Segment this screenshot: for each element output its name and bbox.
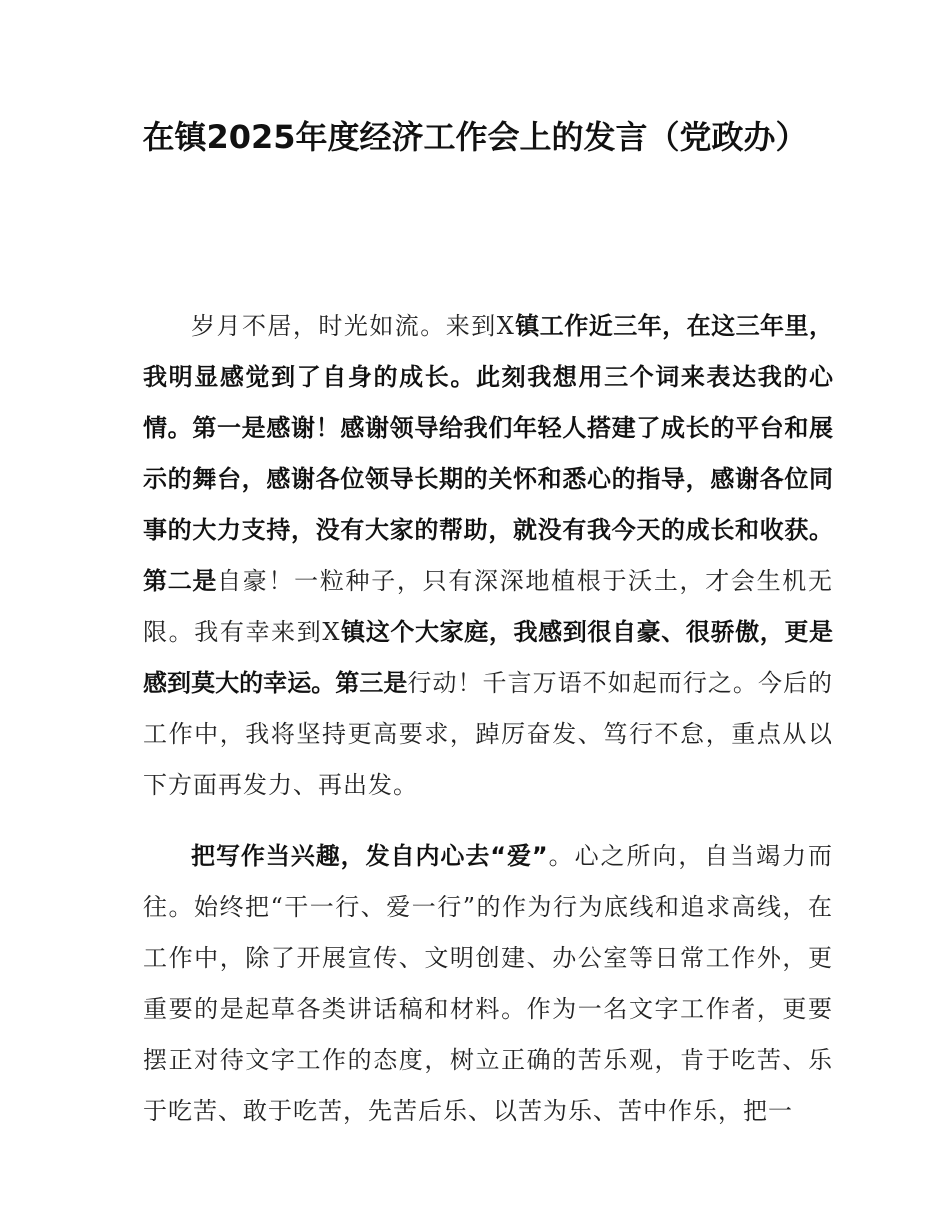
paragraph-1-segment: 镇这个大家庭，我感到很自豪、很骄傲，更是感到莫大的幸运。第三是 [143, 618, 833, 697]
paragraph-1-segment: 镇工作近三年，在这三年里，我明显感觉到了自身的成长。此刻我想用三个词来表达我的心情。第一是感谢！感谢领导给我们年轻人搭建了成长的平台和展示的舞台，感谢各位领导长期的关怀和悉心的指导，感谢各位同事的大力支持，没有大家的帮助，就没有我今天的成长和收获。第二是 [143, 312, 834, 595]
body-paragraph-1 [143, 301, 833, 811]
paragraph-1-segment: 岁月不居，时光如流。来到X [191, 312, 515, 340]
paragraph-2-heading: 把写作当兴趣，发自内心去“爱” [191, 842, 548, 870]
paragraph-1-segment: 自豪！一粒种子，只有深深地植根于沃土，才会生机无限。我有幸来到X [143, 567, 833, 646]
paragraph-2-segment: 。心之所向，自当竭力而往。始终把“干一行、爱一行”的作为行为底线和追求高线，在工作中，除了开展宣传、文明创建、办公室等日常工作外，更重要的是起草各类讲话稿和材料。作为一名文字工作者，更要摆正对待文字工作的态度，树立正确的苦乐观，肯于吃苦、乐于吃苦、敢于吃苦，先苦后乐、以苦为乐、苦中作乐，把一 [143, 842, 834, 1125]
body-paragraph-2 [143, 831, 833, 1137]
paragraph-1-segment: 行动！千言万语不如起而行之。今后的工作中，我将坚持更高要求，踔厉奋发、笃行不怠，重点从以下方面再发力、再出发。 [143, 669, 834, 799]
document-title: 在镇2025年度经济工作会上的发言（党政办） [142, 118, 808, 156]
